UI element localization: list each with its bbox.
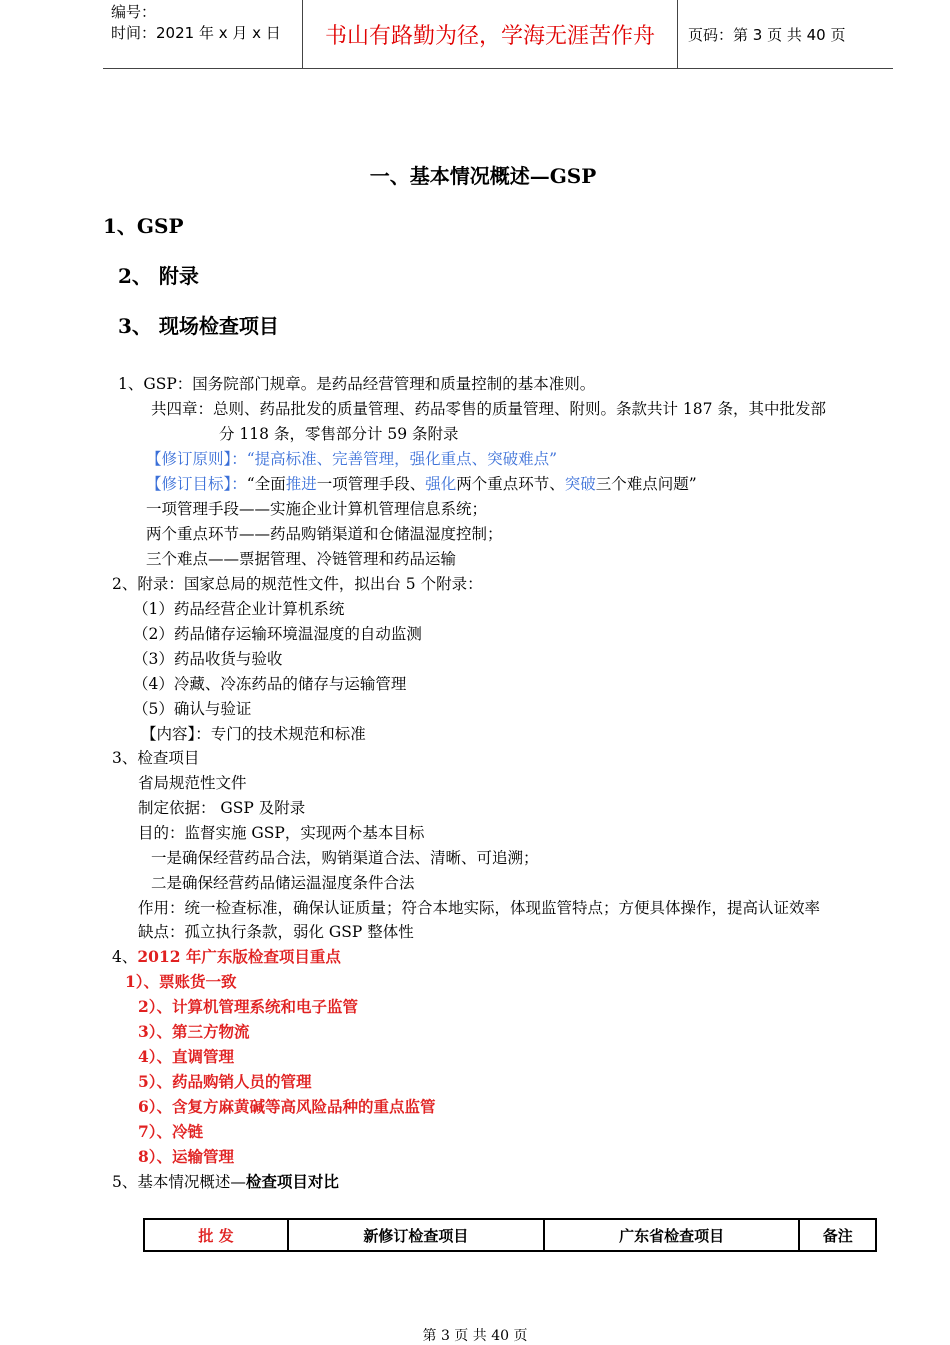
sec3-line: 目的：监督实施 GSP，实现两个基本目标 [138, 824, 425, 842]
table-header-cell: 备注 [799, 1219, 876, 1251]
heading-3: 3、 现场检查项目 [118, 314, 279, 338]
sec2-item: （3）药品收货与验收 [133, 650, 283, 668]
sec1-intro: 1、GSP：国务院部门规章。是药品经营管理和质量控制的基本准则。 [118, 375, 596, 393]
sec4-item: 8）、运输管理 [138, 1147, 235, 1166]
goal-q4: 三个难点问题” [595, 475, 697, 493]
table-header-cell: 新修订检查项目 [288, 1219, 544, 1251]
sec1-goal [146, 474, 697, 494]
sec3-intro: 3、检查项目 [112, 749, 200, 767]
number-label: 编号： [111, 3, 157, 21]
sec4-item: 2）、计算机管理系统和电子监管 [138, 997, 359, 1016]
sec4-item: 6）、含复方麻黄碱等高风险品种的重点监管 [138, 1097, 436, 1116]
sec2-item: （1）药品经营企业计算机系统 [133, 600, 345, 618]
sec3-line: 省局规范性文件 [138, 774, 247, 792]
goal-push: 推进 [285, 475, 317, 493]
sec3-line: 作用：统一检查标准，确保认证质量；符合本地实际，体现监管特点；方便具体操作，提高认证效率 [138, 899, 821, 917]
goal-q3: 两个重点环节、 [456, 475, 565, 493]
sec1-chapters-1: 共四章：总则、药品批发的质量管理、药品零售的质量管理、附则。条款共计 187 条，其中批发部 [151, 400, 826, 418]
sec2-item: （4）冷藏、冷冻药品的储存与运输管理 [133, 675, 407, 693]
table-header-row [144, 1219, 876, 1251]
sec5-prefix: 5、基本情况概述— [112, 1173, 246, 1191]
sec1-item-1: 一项管理手段——实施企业计算机管理信息系统； [146, 500, 488, 518]
header-meta [103, 0, 303, 68]
heading-2: 2、 附录 [118, 264, 199, 288]
goal-label: 【修订目标】： [146, 475, 247, 493]
goal-q2: 一项管理手段、 [316, 475, 426, 493]
page-title: 一、基本情况概述—GSP [369, 164, 597, 188]
sec4-title: 2012 年广东版检查项目重点 [137, 947, 341, 966]
sec2-item: （5）确认与验证 [133, 700, 252, 718]
sec5-heading [112, 1172, 339, 1192]
sec3-line: 一是确保经营药品合法，购销渠道合法、清晰、可追溯； [151, 849, 539, 867]
time-label: 时间：2021 年 x 月 x 日 [111, 24, 281, 42]
heading-1: 1、GSP [103, 214, 184, 238]
goal-q1: “全面 [246, 475, 286, 493]
sec4-item: 5）、药品购销人员的管理 [138, 1072, 312, 1091]
goal-break: 突破 [564, 475, 596, 493]
sec3-line: 二是确保经营药品储运温湿度条件合法 [151, 874, 415, 892]
sec4-heading [112, 947, 341, 967]
sec4-item: 4）、直调管理 [138, 1047, 235, 1066]
goal-strengthen: 强化 [425, 475, 457, 493]
comparison-table [143, 1218, 877, 1252]
page-footer: 第 3 页 共 40 页 [422, 1328, 528, 1344]
page-header [103, 0, 893, 69]
sec3-line: 缺点：孤立执行条款，弱化 GSP 整体性 [138, 923, 414, 941]
sec2-intro: 2、附录：国家总局的规范性文件，拟出台 5 个附录： [112, 575, 483, 593]
sec1-item-2: 两个重点环节——药品购销渠道和仓储温湿度控制； [146, 525, 503, 543]
sec3-line: 制定依据： GSP 及附录 [138, 799, 306, 817]
table-header-cell: 批 发 [144, 1219, 288, 1251]
sec2-content: 【内容】：专门的技术规范和标准 [141, 725, 366, 743]
sec5-bold: 检查项目对比 [245, 1172, 339, 1191]
sec1-chapters-2: 分 118 条，零售部分计 59 条附录 [219, 425, 459, 443]
table-header-cell: 广东省检查项目 [544, 1219, 800, 1251]
sec4-item: 7）、冷链 [138, 1122, 204, 1141]
sec4-item: 1）、票账货一致 [125, 972, 237, 991]
sec1-item-3: 三个难点——票据管理、冷链管理和药品运输 [146, 550, 457, 568]
header-page-info: 页码：第 3 页 共 40 页 [688, 25, 846, 44]
header-motto: 书山有路勤为径，学海无涯苦作舟 [303, 0, 678, 68]
sec4-prefix: 4、 [112, 948, 138, 966]
sec2-item: （2）药品储存运输环境温湿度的自动监测 [133, 625, 422, 643]
sec1-principle: 【修订原则】：“提高标准、完善管理，强化重点、突破难点” [146, 450, 558, 468]
sec4-item: 3）、第三方物流 [138, 1022, 250, 1041]
